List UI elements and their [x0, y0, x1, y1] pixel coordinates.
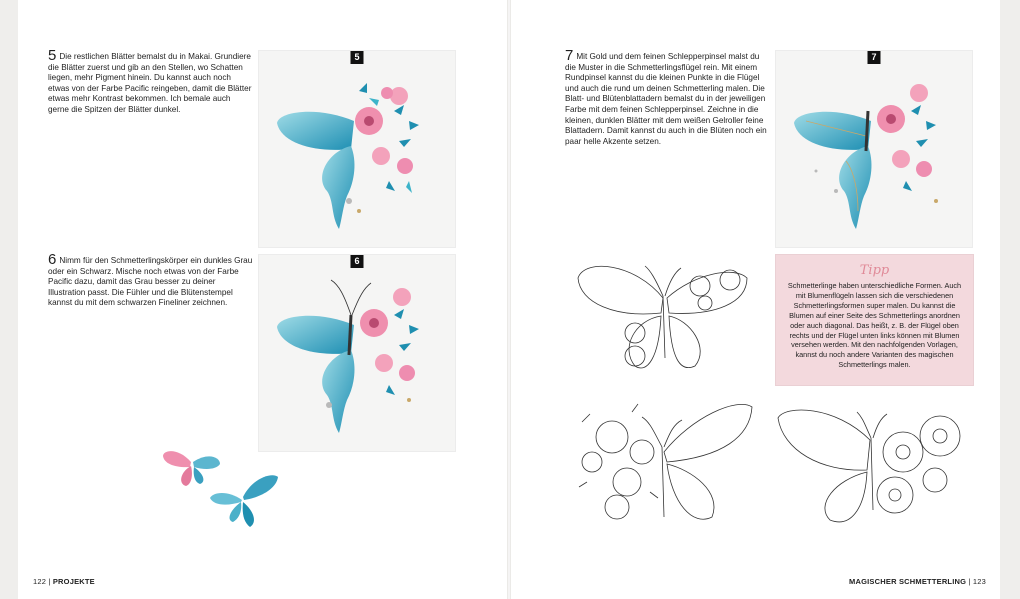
step-5-badge: 5: [351, 51, 364, 64]
right-section-label: MAGISCHER SCHMETTERLING: [849, 577, 967, 586]
left-section-label: PROJEKTE: [52, 577, 95, 586]
left-page-number: 122: [33, 577, 47, 586]
tip-box: [775, 254, 974, 386]
step-5-image: [258, 50, 456, 248]
step-5-body: Die restlichen Blätter bemalst du in Makai. Grundiere die Blätter zuerst und gib an den Stellen, wo Schatten liegen, mehr Pigment hinein. Du kannst auch noch etwas von der Farbe Pacific reingeben, damit die Blätter etwas mehr Kontrast bekommen. Ich bemale auch gerne die Spitzen der Blätter dunkel.: [48, 52, 252, 114]
step-5-number: 5: [48, 47, 57, 64]
butterfly-painting-icon: [259, 51, 455, 247]
step-6-image: [258, 254, 456, 452]
butterfly-painting-icon: [776, 51, 972, 247]
step-7-badge: 7: [868, 51, 881, 64]
step-6-badge: 6: [351, 255, 364, 268]
left-footer: 122 | PROJEKTE: [33, 577, 95, 586]
tip-title: Tipp: [859, 263, 890, 278]
step-5-text: [48, 47, 253, 116]
book-gutter: [507, 0, 511, 599]
step-7-text: [565, 47, 770, 147]
butterfly-template-1: [575, 258, 755, 376]
step-7-number: 7: [565, 47, 574, 64]
step-7-image: [775, 50, 973, 248]
butterfly-template-3: [775, 400, 975, 530]
step-6-body: Nimm für den Schmetterlingskörper ein dunkles Grau oder ein Schwarz. Mische noch etwas von der Farbe Pacific dazu, damit das Grau besser zu deiner Illustration passt. Die Fühler und die Blütenstempel kannst du mit dem schwarzen Fineliner zeichnen.: [48, 256, 253, 308]
step-6-text: [48, 251, 253, 309]
right-footer: MAGISCHER SCHMETTERLING | 123: [849, 577, 986, 586]
small-butterflies-decoration: [158, 442, 288, 537]
step-7-body: Mit Gold und dem feinen Schlepperpinsel malst du die Muster in die Schmetterlingsflügel rein. Mit einem Rundpinsel kannst du die kleinen Punkte in die Flügel und auch die rund um deinen Schmetterling malen. Die Blatt- und Blütenblattadern bemalst du in der jeweiligen Farbe mit dem feinen Schlepperpinsel. Zeichne in die kleinen, dunklen Blätter mit dem weißen Gelroller feine Blattadern. Damit kannst du auch in die Blüten noch ein paar helle Akzente setzen.: [565, 52, 767, 146]
butterfly-template-2: [572, 392, 757, 532]
right-page-number: 123: [972, 577, 986, 586]
butterfly-painting-icon: [259, 255, 455, 451]
tip-body: Schmetterlinge haben unterschiedliche Formen. Auch mit Blumenflügeln lassen sich die verschiedenen Schmetterlingsformen super malen. Du kannst die Blumen auf einer Seite des Schmetterlings anordnen oder auch diagonal. Das heißt, z. B. der Flügel oben rechts und der Flügel unten links können mit Blumen versehen werden. Mit den nachfolgenden Vorlagen, kannst du noch andere Varianten des magischen Schmetterlings malen.: [787, 281, 962, 370]
step-6-number: 6: [48, 251, 57, 268]
